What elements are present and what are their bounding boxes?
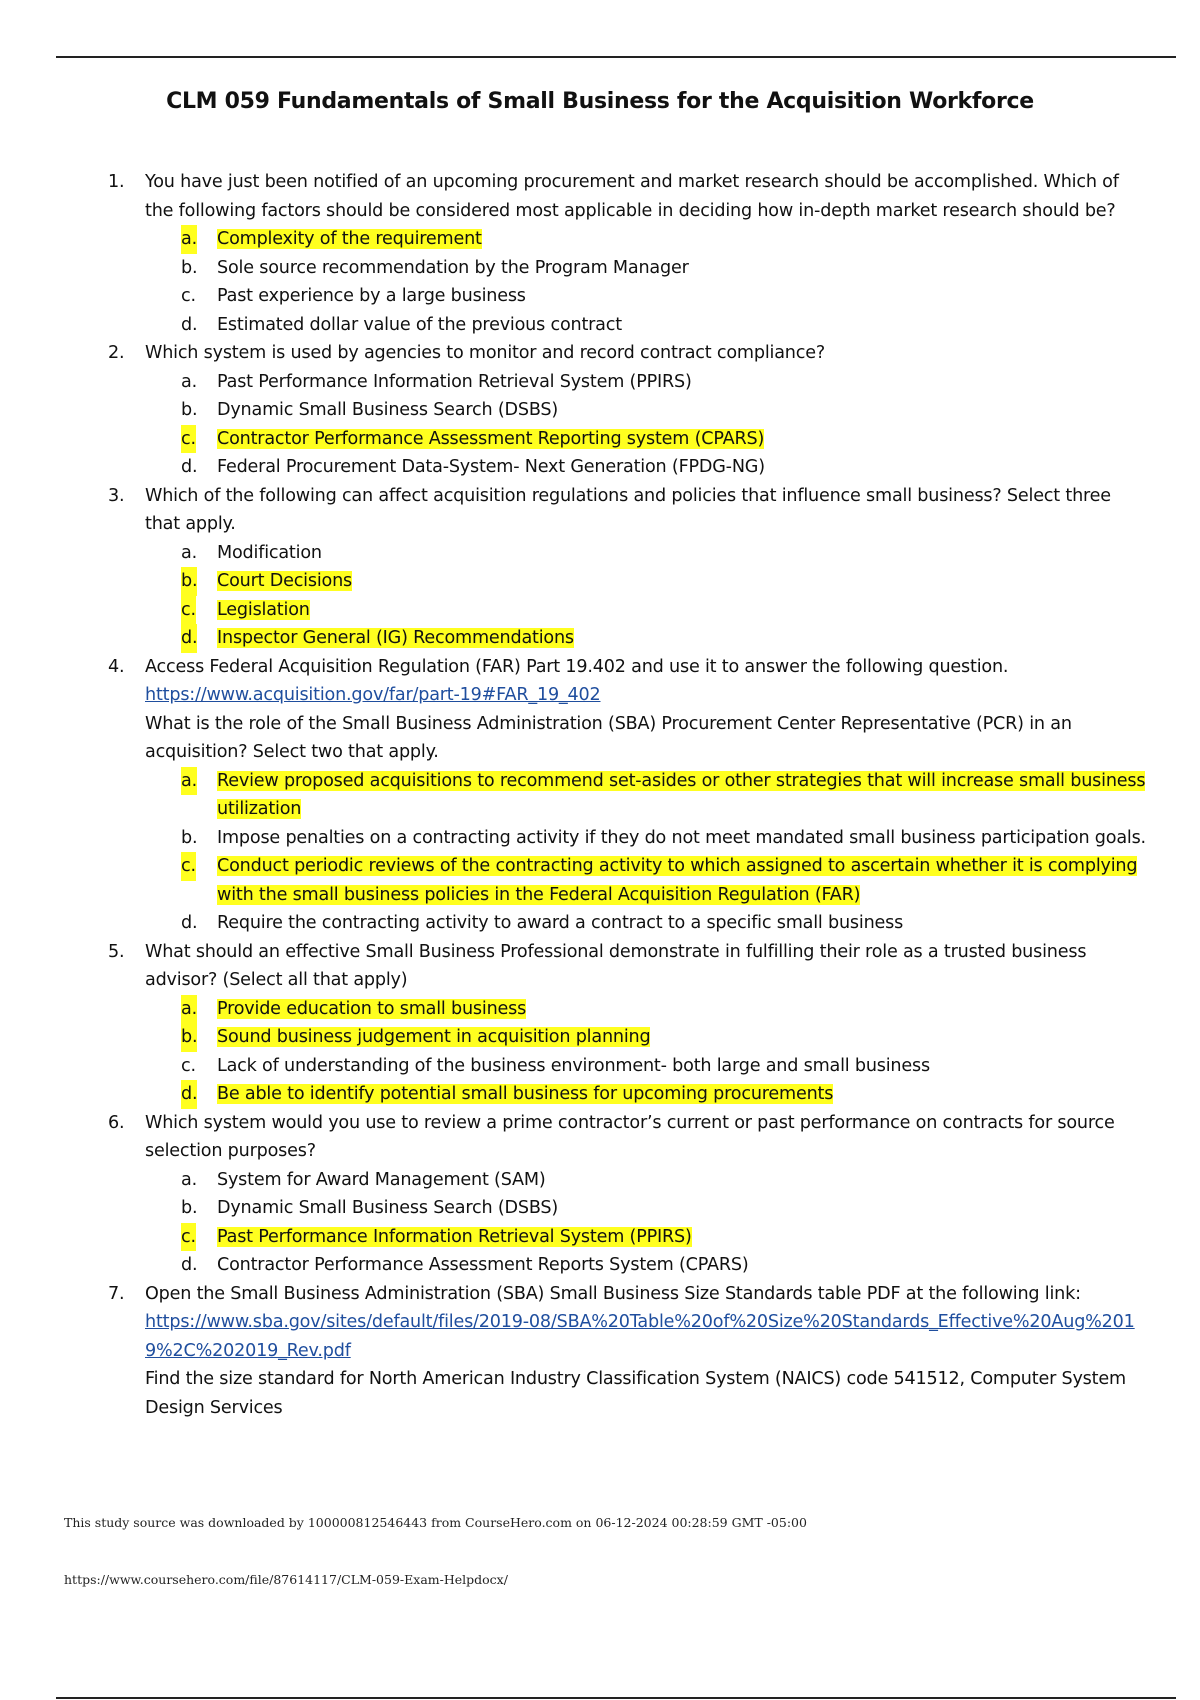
answer-options [145, 767, 1148, 938]
option-letter: c. [181, 852, 196, 881]
answer-option [145, 539, 1148, 568]
option-text: Impose penalties on a contracting activity if they do not meet mandated small business participation goals. [217, 827, 1146, 848]
option-letter: a. [181, 542, 197, 563]
answer-options [145, 995, 1148, 1109]
answer-option [145, 1194, 1148, 1223]
answer-option [145, 254, 1148, 283]
option-text: Conduct periodic reviews of the contracting activity to which assigned to ascertain whether it is complying with the small business policies in the Federal Acquisition Regulation (FAR) [217, 856, 1138, 905]
option-text: Court Decisions [217, 571, 352, 591]
answer-option [145, 368, 1148, 397]
option-text: System for Award Management (SAM) [217, 1169, 546, 1190]
answer-option-highlighted [145, 596, 1148, 625]
option-letter: a. [181, 767, 197, 796]
option-text: Review proposed acquisitions to recommend set-asides or other strategies that will increase small business utilization [217, 770, 1146, 819]
option-letter: d. [181, 457, 198, 477]
question-prompt: Find the size standard for North American Industry Classification System (NAICS) code 541512, Computer System Design Services [145, 1369, 1126, 1418]
question-item [0, 168, 1200, 339]
question-text: Which system would you use to review a prime contractor’s current or past performance on contracts for source selection purposes? [145, 1112, 1115, 1161]
option-text: Contractor Performance Assessment Reports System (CPARS) [217, 1255, 749, 1275]
question-number: 6. [108, 1112, 125, 1133]
question-text: Which of the following can affect acquisition regulations and policies that influence small business? Select three that apply. [145, 485, 1111, 534]
option-letter: a. [181, 371, 197, 392]
answer-option-highlighted [145, 425, 1148, 454]
option-letter: c. [181, 425, 196, 454]
question-list [0, 168, 1200, 1422]
answer-option [145, 1251, 1148, 1280]
option-text: Sole source recommendation by the Program Manager [217, 257, 689, 278]
question-text: Open the Small Business Administration (SBA) Small Business Size Standards table PDF at the following link: [145, 1283, 1081, 1304]
answer-options [145, 1166, 1148, 1280]
question-number: 2. [108, 343, 125, 363]
option-text: Legislation [217, 599, 310, 620]
question-number: 5. [108, 941, 125, 962]
question-number: 1. [108, 172, 125, 192]
option-letter: b. [181, 257, 198, 278]
question-text: Which system is used by agencies to monitor and record contract compliance? [145, 343, 825, 363]
question-item [0, 653, 1200, 938]
option-letter: c. [181, 1223, 196, 1252]
question-number: 4. [108, 656, 125, 677]
option-text: Past experience by a large business [217, 286, 526, 306]
answer-option [145, 453, 1148, 482]
answer-options [145, 368, 1148, 482]
source-url[interactable]: https://www.coursehero.com/file/87614117/CLM-059-Exam-Helpdocx/ [64, 1572, 508, 1587]
bottom-rule [56, 1697, 1176, 1699]
reference-link[interactable]: https://www.acquisition.gov/far/part-19#FAR_19_402 [145, 685, 601, 705]
answer-option [145, 282, 1148, 311]
option-text: Dynamic Small Business Search (DSBS) [217, 400, 559, 420]
reference-link-line [145, 681, 1148, 710]
option-letter: a. [181, 1169, 197, 1190]
answer-options [145, 539, 1148, 653]
option-letter: b. [181, 400, 198, 420]
question-number: 3. [108, 485, 125, 506]
question-prompt: What is the role of the Small Business Administration (SBA) Procurement Center Representative (PCR) in an acquisition? Select two that apply. [145, 713, 1072, 762]
option-text: Past Performance Information Retrieval System (PPIRS) [217, 1226, 692, 1247]
option-text: Past Performance Information Retrieval System (PPIRS) [217, 371, 692, 392]
question-text: You have just been notified of an upcoming procurement and market research should be accomplished. Which of the following factors should be considered most applicable in deciding how in-depth market research should be? [145, 172, 1119, 221]
answer-option-highlighted [145, 852, 1148, 909]
option-letter: b. [181, 1198, 198, 1218]
option-letter: b. [181, 567, 197, 596]
question-item [0, 938, 1200, 1109]
option-letter: b. [181, 1023, 197, 1052]
option-text: Modification [217, 542, 322, 563]
option-letter: c. [181, 1055, 196, 1076]
option-letter: d. [181, 314, 198, 335]
answer-option [145, 824, 1148, 853]
option-text: Estimated dollar value of the previous contract [217, 314, 622, 335]
option-text: Inspector General (IG) Recommendations [217, 628, 574, 648]
answer-option [145, 1166, 1148, 1195]
answer-option [145, 1052, 1148, 1081]
answer-option-highlighted [145, 767, 1148, 824]
question-item [0, 1280, 1200, 1423]
question-text: Access Federal Acquisition Regulation (FAR) Part 19.402 and use it to answer the following question. [145, 656, 1009, 677]
option-letter: c. [181, 596, 196, 625]
option-letter: d. [181, 913, 198, 933]
option-text: Complexity of the requirement [217, 229, 482, 249]
reference-link-line [145, 1308, 1148, 1365]
option-text: Be able to identify potential small business for upcoming procurements [217, 1084, 834, 1104]
question-number: 7. [108, 1283, 125, 1304]
answer-options [145, 225, 1148, 339]
reference-link[interactable]: https://www.sba.gov/sites/default/files/2019-08/SBA%20Table%20of%20Size%20Standards_Effective%20Aug%2019%2C%202019_Rev.pdf [145, 1312, 1135, 1361]
answer-option [145, 909, 1148, 938]
option-letter: a. [181, 225, 197, 254]
answer-option-highlighted [145, 995, 1148, 1024]
question-item [0, 1109, 1200, 1280]
answer-option-highlighted [145, 624, 1148, 653]
option-letter: a. [181, 995, 197, 1024]
option-text: Dynamic Small Business Search (DSBS) [217, 1198, 559, 1218]
option-text: Lack of understanding of the business environment- both large and small business [217, 1055, 930, 1076]
document-title: CLM 059 Fundamentals of Small Business for the Acquisition Workforce [166, 88, 1034, 114]
answer-option [145, 396, 1148, 425]
answer-option [145, 311, 1148, 340]
option-letter: d. [181, 1255, 198, 1275]
question-item [0, 339, 1200, 482]
option-letter: d. [181, 1080, 197, 1109]
option-text: Contractor Performance Assessment Reporting system (CPARS) [217, 428, 765, 449]
download-notice: This study source was downloaded by 100000812546443 from CourseHero.com on 06-12-2024 00:28:59 GMT -05:00 [64, 1515, 807, 1530]
option-text: Sound business judgement in acquisition planning [217, 1027, 651, 1047]
question-item [0, 482, 1200, 653]
answer-option-highlighted [145, 225, 1148, 254]
question-text: What should an effective Small Business Professional demonstrate in fulfilling their role as a trusted business advisor? (Select all that apply) [145, 941, 1087, 990]
option-letter: d. [181, 624, 197, 653]
top-rule [56, 56, 1176, 58]
option-text: Provide education to small business [217, 998, 527, 1019]
answer-option-highlighted [145, 1223, 1148, 1252]
option-letter: c. [181, 286, 196, 306]
option-text: Require the contracting activity to award a contract to a specific small business [217, 913, 904, 933]
option-letter: b. [181, 827, 198, 848]
answer-option-highlighted [145, 1080, 1148, 1109]
option-text: Federal Procurement Data-System- Next Generation (FPDG-NG) [217, 457, 765, 477]
answer-option-highlighted [145, 1023, 1148, 1052]
answer-option-highlighted [145, 567, 1148, 596]
